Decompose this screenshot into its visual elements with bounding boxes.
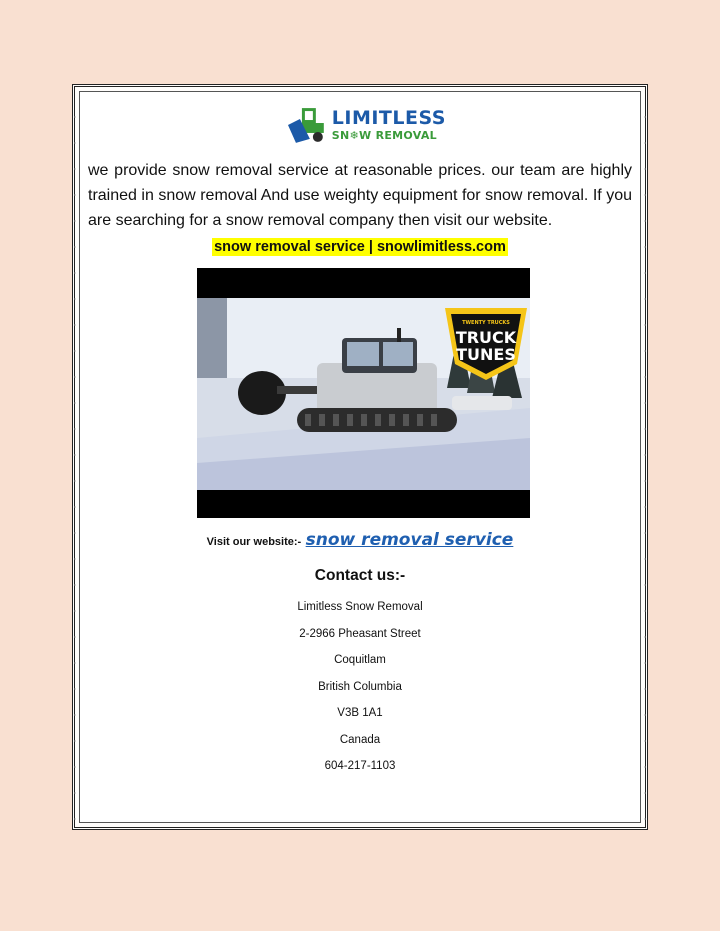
company-logo[interactable]: [286, 104, 446, 146]
highlighted-link-text[interactable]: snow removal service | snowlimitless.com: [214, 239, 506, 255]
visit-label: Visit our website:-: [206, 536, 302, 548]
contact-province: British Columbia: [318, 680, 402, 693]
left-ruler: [74, 92, 76, 822]
contact-city: Coquitlam: [334, 654, 386, 666]
contact-street: 2-2966 Pheasant Street: [299, 627, 421, 640]
contact-details: [80, 601, 640, 787]
visit-website-line: [80, 530, 640, 550]
snow-groomer-photo: [197, 268, 530, 518]
website-link[interactable]: snow removal service: [305, 530, 514, 550]
snowplow-icon: [286, 105, 328, 145]
contact-phone[interactable]: 604-217-1103: [324, 760, 396, 772]
badge-line1-text: TRUCK: [455, 328, 517, 347]
page-content: [79, 91, 641, 823]
right-ruler: [644, 92, 646, 822]
badge-top-text: TWENTY TRUCKS: [462, 320, 510, 326]
contact-heading: Contact us:-: [314, 567, 406, 584]
contact-country: Canada: [339, 733, 381, 746]
logo-subtitle: SN❄W REMOVAL: [331, 129, 437, 142]
page-frame: [72, 84, 648, 830]
contact-postal-code: V3B 1A1: [337, 707, 383, 719]
logo-title: LIMITLESS: [331, 107, 446, 129]
photo-illustration: [197, 268, 530, 518]
badge-line2-text: TUNES: [456, 345, 516, 364]
contact-company: Limitless Snow Removal: [297, 601, 423, 613]
intro-paragraph: we provide snow removal service at reasonable prices. our team are highly trained in snow removal And use weighty equipment for snow removal. If you are searching for a snow removal company then visit our website.: [88, 162, 632, 229]
